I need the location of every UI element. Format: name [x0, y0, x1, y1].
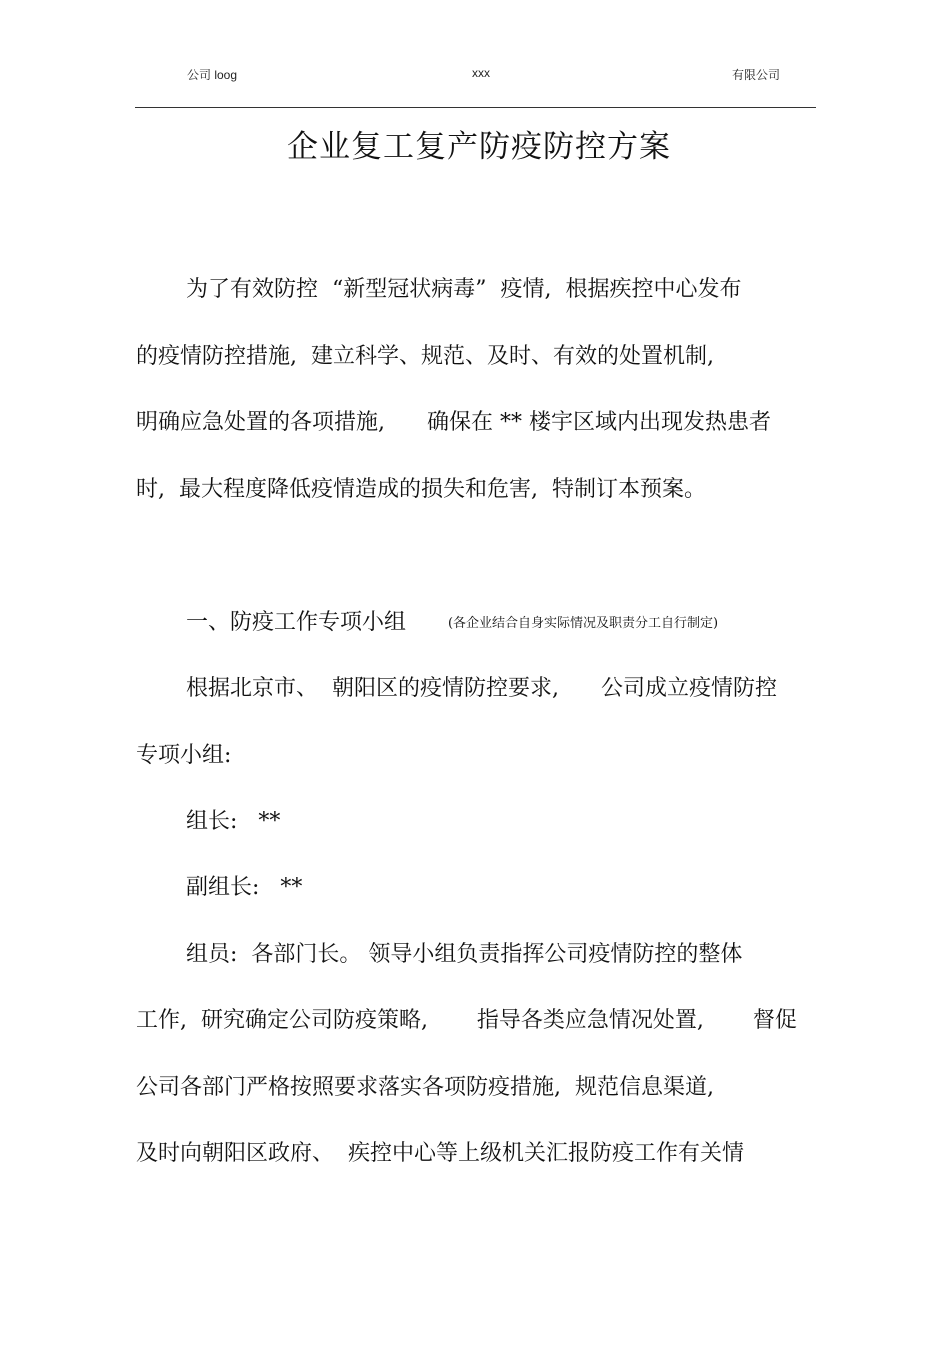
members-line-4: 及时向朝阳区政府、 疾控中心等上级机关汇报防疫工作有关情: [136, 1141, 744, 1166]
section-1-heading-text: 一、防疫工作专项小组: [186, 610, 407, 635]
intro-line-1: 为了有效防控 “新型冠状病毒” 疫情, 根据疾控中心发布: [186, 277, 742, 302]
section-1-heading-note: (各企业结合自身实际情况及职责分工自行制定): [447, 616, 719, 631]
header-company-logo-text: 公司 loog: [187, 68, 238, 82]
members-line-3: 公司各部门严格按照要求落实各项防疫措施, 规范信息渠道,: [136, 1075, 714, 1100]
deputy-leader-line: 副组长: **: [186, 875, 303, 900]
header-company-name: 有限公司: [731, 68, 780, 82]
members-line-1: 组员: 各部门长。 领导小组负责指挥公司疫情防控的整体: [186, 942, 743, 967]
team-leader-line: 组长: **: [186, 809, 281, 834]
header-center-text: xxx: [472, 66, 490, 80]
header-divider: [135, 107, 816, 108]
section-1-heading: [186, 608, 718, 639]
document-title: 企业复工复产防疫防控方案: [287, 129, 671, 165]
intro-line-2: 的疫情防控措施, 建立科学、规范、及时、有效的处置机制,: [136, 344, 714, 369]
members-line-2: 工作, 研究确定公司防疫策略, 指导各类应急情况处置, 督促: [136, 1008, 797, 1033]
intro-line-4: 时, 最大程度降低疫情造成的损失和危害, 特制订本预案。: [136, 477, 706, 502]
page-header: [135, 66, 815, 88]
section-1-body-line-1: 根据北京市、 朝阳区的疫情防控要求, 公司成立疫情防控: [186, 676, 777, 701]
intro-line-3: 明确应急处置的各项措施, 确保在 ** 楼宇区域内出现发热患者: [136, 410, 771, 435]
section-1-body-line-2: 专项小组:: [136, 743, 232, 768]
